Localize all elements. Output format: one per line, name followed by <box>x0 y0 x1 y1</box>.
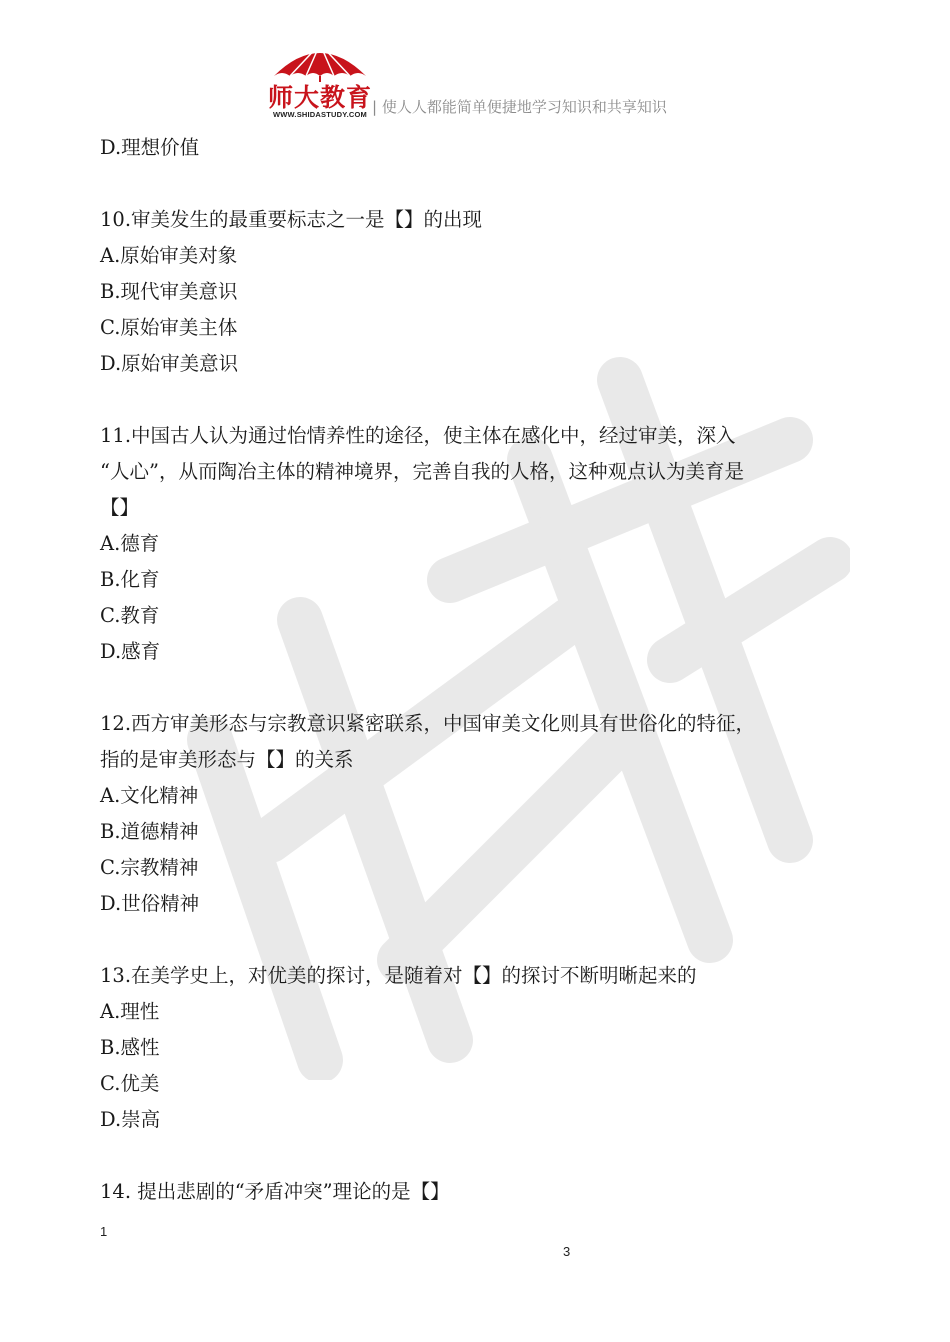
q11-stem-line-3: 【】 <box>100 496 140 519</box>
slogan-text: 使人人都能简单便捷地学习知识和共享知识 <box>381 98 667 116</box>
q11-option-b: B.化育 <box>100 568 160 591</box>
question-11 <box>100 418 860 670</box>
q14-stem: 14. 提出悲剧的“矛盾冲突”理论的是【】 <box>100 1180 450 1203</box>
q11-stem-line-1: 11.中国古人认为通过怡情养性的途径，使主体在感化中，经过审美，深入 <box>100 424 736 447</box>
footer-left-number: 1 <box>100 1224 108 1239</box>
q10-option-b: B.现代审美意识 <box>100 280 238 303</box>
logo-url: WWW.SHIDASTUDY.COM <box>272 110 367 119</box>
q11-option-a: A.德育 <box>100 532 160 555</box>
exam-content <box>100 130 860 1210</box>
question-10 <box>100 202 860 382</box>
question-14 <box>100 1174 860 1210</box>
header-slogan: | 使人人都能简单便捷地学习知识和共享知识 <box>372 98 667 116</box>
q9-option-d: D.理想价值 <box>100 136 200 159</box>
q13-option-d: D.崇高 <box>100 1108 161 1131</box>
q12-option-c: C.宗教精神 <box>100 856 199 879</box>
q12-stem-line-1: 12.西方审美形态与宗教意识紧密联系，中国审美文化则具有世俗化的特征， <box>100 712 756 735</box>
q12-option-d: D.世俗精神 <box>100 892 200 915</box>
q10-option-c: C.原始审美主体 <box>100 316 238 339</box>
q13-option-b: B.感性 <box>100 1036 160 1059</box>
q13-option-c: C.优美 <box>100 1072 160 1095</box>
page-number: 3 <box>563 1244 571 1259</box>
question-13 <box>100 958 860 1138</box>
q12-option-b: B.道德精神 <box>100 820 199 843</box>
q11-option-d: D.感育 <box>100 640 161 663</box>
q12-stem-line-2: 指的是审美形态与【】的关系 <box>100 748 354 771</box>
page-header <box>268 40 728 120</box>
q12-option-a: A.文化精神 <box>100 784 199 807</box>
q10-option-a: A.原始审美对象 <box>100 244 238 267</box>
brand-logo <box>268 40 372 120</box>
question-12 <box>100 706 860 922</box>
umbrella-icon <box>270 40 370 82</box>
logo-text: 师大教育 <box>268 83 373 112</box>
q11-stem-line-2: “人心”，从而陶冶主体的精神境界，完善自我的人格，这种观点认为美育是 <box>100 460 744 483</box>
q10-option-d: D.原始审美意识 <box>100 352 239 375</box>
q13-stem: 13.在美学史上，对优美的探讨，是随着对【】的探讨不断明晰起来的 <box>100 964 697 987</box>
q13-option-a: A.理性 <box>100 1000 160 1023</box>
q10-stem: 10.审美发生的最重要标志之一是【】的出现 <box>100 208 483 231</box>
q11-option-c: C.教育 <box>100 604 160 627</box>
